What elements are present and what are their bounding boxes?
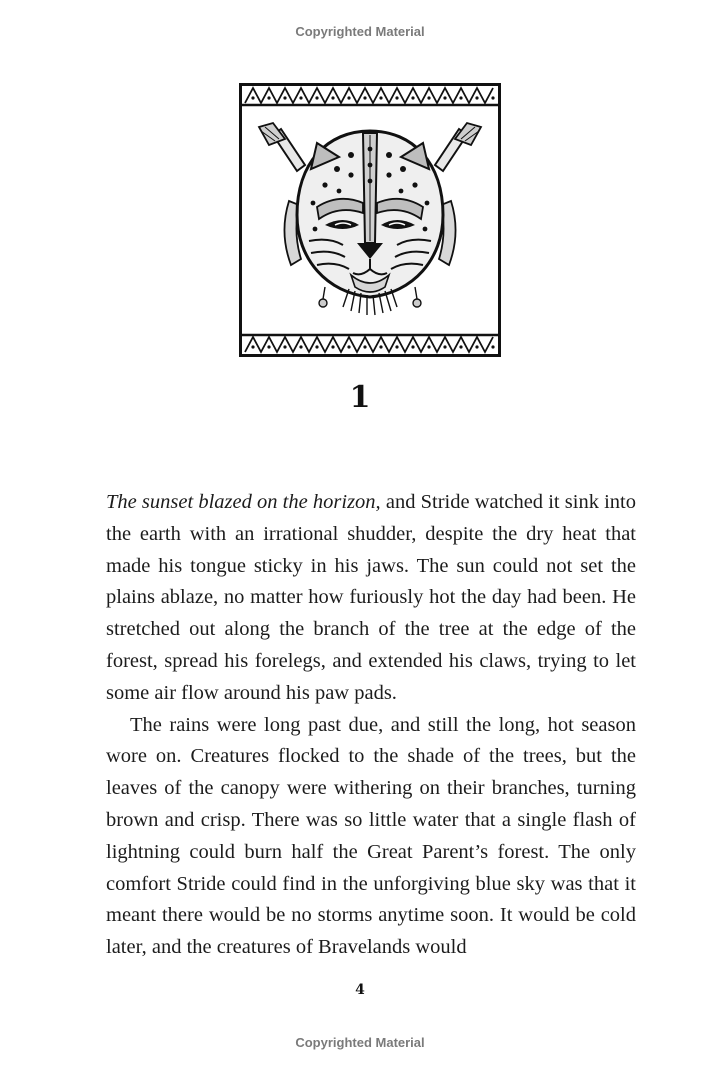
chapter-body (106, 487, 636, 964)
chapter-number: 1 (349, 380, 371, 415)
lead-in-phrase: The sunset blazed on the horizon, (106, 491, 381, 513)
copyright-watermark-top: Copyrighted Material (295, 24, 425, 39)
page-number: 4 (355, 982, 365, 998)
copyright-watermark-bottom: Copyrighted Material (295, 1035, 425, 1050)
leopard-mask-icon (239, 83, 501, 357)
paragraph-1-text: and Stride watched it sink into the earth with an irrational shudder, despite the dry heat that made his tongue sticky in his jaws. The sun could not set the plains ablaze, no matter how furiously hot the day had been. He stretched out along the branch of the tree at the edge of the forest, spread his forelegs, and extended his claws, trying to let some air flow around his paw pads. (106, 491, 637, 704)
paragraph-2: The rains were long past due, and still the long, hot season wore on. Creatures flocked to the shade of the trees, but the leaves of the canopy were withering on their branches, turning brown and crisp. There was so little water that a single flash of lightning could burn half the Great Parent’s forest. The only comfort Stride could find in the unforgiving blue sky was that it meant there would be no storms anytime soon. It would be cold later, and the creatures of Bravelands would (106, 713, 636, 959)
paragraph-1 (106, 487, 636, 710)
